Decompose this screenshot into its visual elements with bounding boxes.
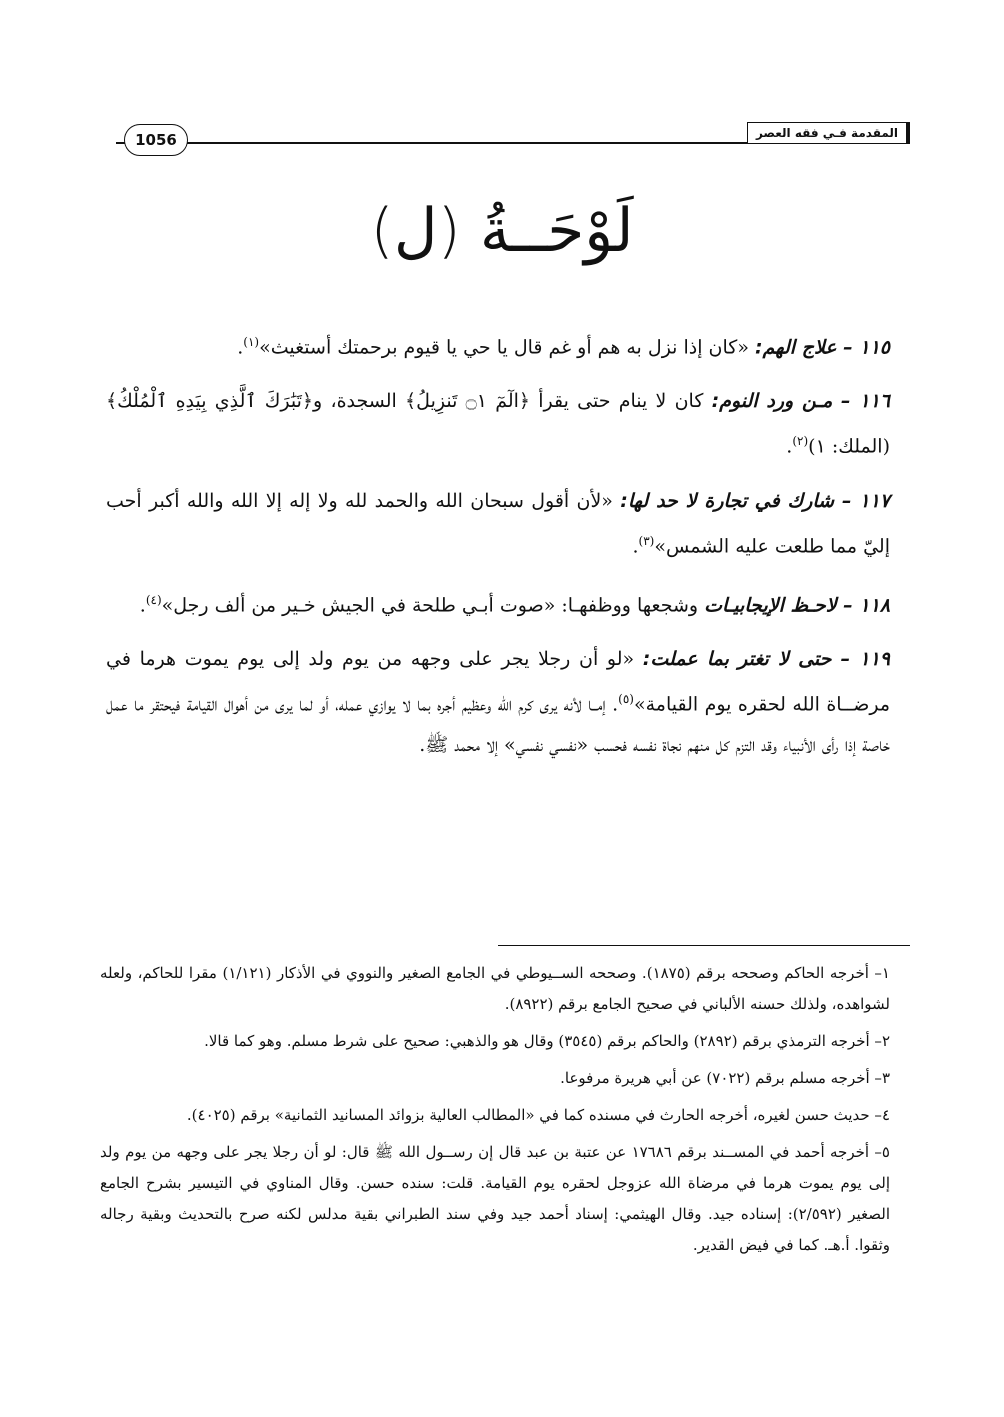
entry-heading: ١١٧ – شارك في تجارة لا حد لها: [620, 489, 890, 512]
entry-end: . [632, 534, 639, 557]
footnote-2: ٢– أخرجه الترمذي برقم (٢٨٩٢) والحاكم برقم (٣٥٤٥) وقال هو والذهبي: صحيح على شرط مسلم. وهو كما قالا. [204, 1032, 890, 1050]
entry-text: وشجعها ووظفهـا: «صوت أبـي طلحة في الجيش خـير من ألف رجل» [161, 594, 705, 617]
entry-119 [106, 639, 890, 764]
entry-text: «لو أن رجلا يجر على وجهه من يوم ولد إلى يوم يموت هرما في مرضــاة الله لحقره يوم القيامة» [106, 648, 890, 716]
footnote-ref[interactable]: (٤) [145, 592, 162, 607]
footnote-ref[interactable]: (٥) [618, 692, 634, 707]
entry-text: «كان إذا نزل به هم أو غم قال يا حي يا قيوم برحمتك أستغيث» [259, 336, 756, 359]
entry-end: . إمــا لأنه يرى كرم الله وعظيم أجره بما لا يوازي عمله، أو لما يرى من أهوال القيامة فيحتقر ما عمل خاصة إذا رأى الأنبياء وقد التزم كل منهم نجاة نفسه فحسب «نفسي نفسي» إلا محمد ﷺ. [106, 693, 890, 756]
footnote-ref[interactable]: (٣) [638, 533, 655, 548]
footnotes [100, 958, 890, 1267]
footnote-ref[interactable]: (١) [243, 335, 260, 349]
entry-117 [106, 481, 890, 566]
footnote-3: ٣– أخرجه مسلم برقم (٧٠٢٢) عن أبي هريرة مرفوعا. [560, 1069, 890, 1087]
main-content [106, 322, 890, 779]
page-number: 1056 [124, 124, 188, 156]
entry-heading: ١١٦ – مـن ورد النوم: [711, 390, 890, 413]
entry-118 [106, 580, 890, 625]
footnote-ref[interactable]: (٢) [792, 434, 809, 449]
entry-end: . [237, 336, 244, 359]
entry-text: كان لا ينام حتى يقرأ ﴿الٓمٓ ۝١ تَنزِيلُ﴾ السجدة، و﴿تَبَٰرَكَ ٱلَّذِي بِيَدِهِ ٱلْمُلْكُ﴾ (الملك: ١) [106, 390, 890, 458]
entry-115 [106, 322, 890, 367]
entry-end: . [139, 594, 146, 617]
page-header [116, 122, 910, 148]
entry-heading: ١١٨ – لاحـظ الإيجابيـات [704, 594, 890, 617]
entry-end: . [786, 435, 793, 458]
entry-text: «لأن أقول سبحان الله والحمد لله ولا إله إلا الله والله أكبر أحب إليّ مما طلعت عليه الشمس» [106, 489, 890, 557]
entry-116 [106, 381, 890, 466]
footnote-4: ٤– حديث حسن لغيره، أخرجه الحارث في مسنده كما في «المطالب العالية بزوائد المسانيد الثمانية» برقم (٤٠٢٥). [186, 1106, 890, 1124]
footnote-divider [498, 945, 910, 946]
page-title: لَوْحَــةُ (ل) [370, 196, 634, 266]
footnote-5: ٥– أخرجه أحمد في المســند برقم ١٧٦٨٦ عن عتبة بن عبد قال إن رســول الله ﷺ قال: لو أن رجلا يجر على وجهه من يوم ولد إلى يوم يموت هرما في مرضاة الله عزوجل لحقره يوم القيامة. قلت: سنده حسن. وقال المناوي في التيسير بشرح الجامع الصغير (٢/٥٩٢): إسناده جيد. وقال الهيثمي: إسناد أحمد جيد وفي سند الطبراني بقية مدلس لكنه صرح بالتحديث وبقية رجاله وثقوا. أ.هـ. كما في فيض القدير. [100, 1143, 890, 1254]
book-title: المقدمة فـي فقه العصر [747, 122, 910, 144]
entry-heading: ١١٩ – حتى لا تغتر بما عملت: [642, 648, 890, 671]
footnote-1: ١– أخرجه الحاكم وصححه برقم (١٨٧٥). وصححه الســيوطي في الجامع الصغير والنووي في الأذكار (١/١٢١) مقرا للحاكم، ولعله لشواهده، ولذلك حسنه الألباني في صحيح الجامع برقم (٨٩٢٢). [100, 964, 890, 1013]
entry-heading: ١١٥ – علاج الهم: [755, 336, 890, 359]
